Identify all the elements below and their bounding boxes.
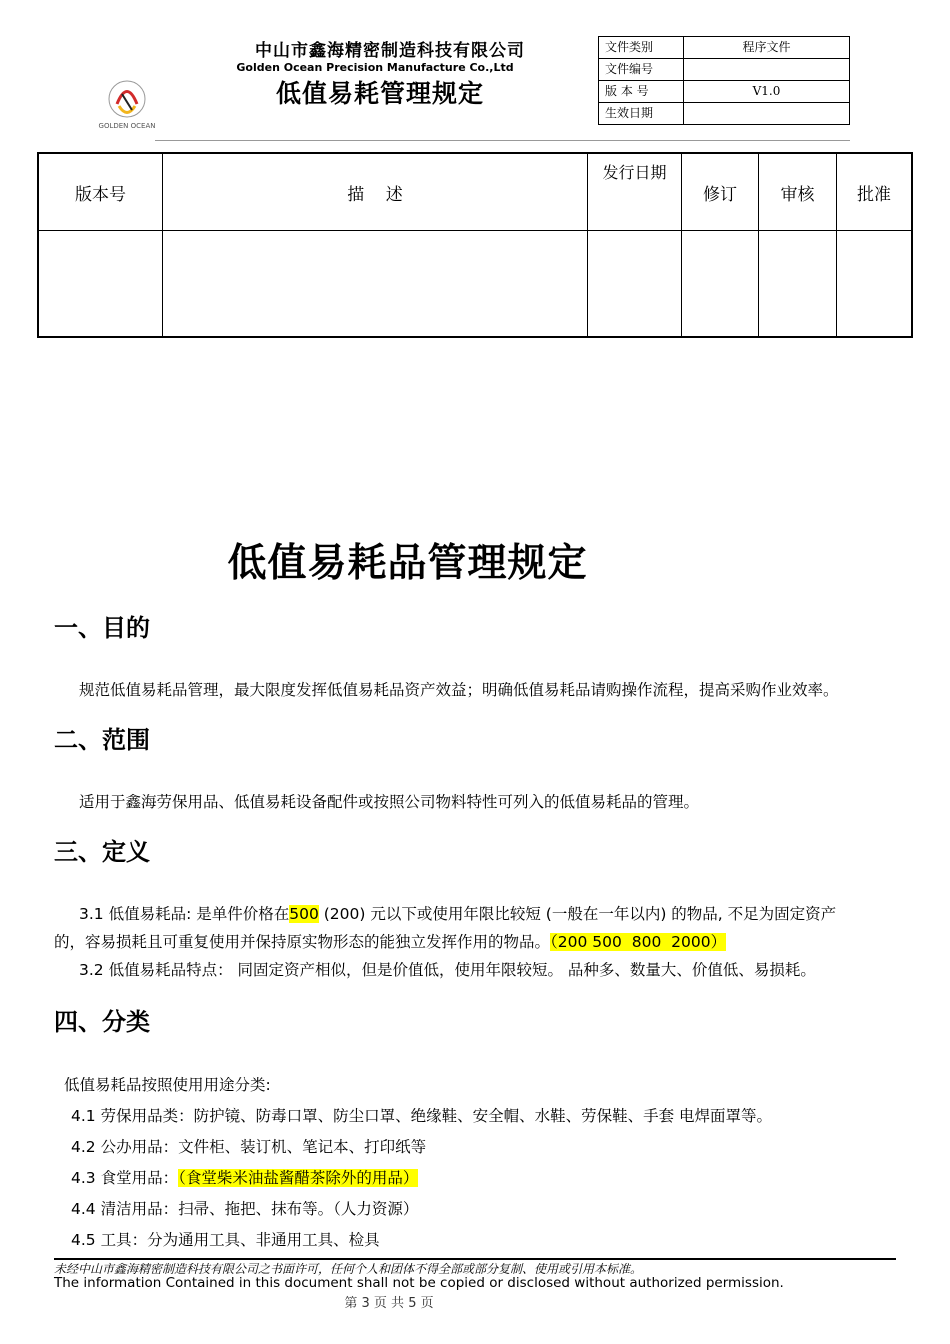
header-divider bbox=[155, 140, 850, 141]
cell-empty bbox=[682, 231, 759, 338]
highlight-price-options: （200 500 800 2000） bbox=[550, 933, 727, 951]
col-release-date: 发行日期 bbox=[588, 153, 682, 231]
text-span: 3.1 低值易耗品: 是单件价格在 bbox=[79, 905, 290, 923]
cell-empty bbox=[38, 231, 163, 338]
footer-notice-en: The information Contained in this document shall not be copied or disclosed without authorized permission. bbox=[54, 1275, 784, 1291]
classification-list bbox=[64, 1070, 909, 1256]
cell-empty bbox=[163, 231, 588, 338]
meta-value bbox=[684, 59, 850, 81]
text-span: 4.3 食堂用品： bbox=[71, 1169, 179, 1187]
section-text-scope: 适用于鑫海劳保用品、低值易耗设备配件或按照公司物料特性可列入的低值易耗品的管理。 bbox=[79, 793, 700, 811]
logo-text: GOLDEN OCEAN bbox=[98, 122, 156, 130]
section-heading-definition: 三、定义 bbox=[54, 838, 150, 866]
text-span: (200) 元以下或使用年限比较短 (一般在一年以内) 的物品, 不足为固定资产 bbox=[318, 905, 837, 923]
cell-empty bbox=[759, 231, 837, 338]
classification-item: 4.1 劳保用品类：防护镜、防毒口罩、防尘口罩、绝缘鞋、安全帽、水鞋、劳保鞋、手套 电焊面罩等。 bbox=[71, 1107, 773, 1125]
col-review: 审核 bbox=[759, 153, 837, 231]
document-title: 低值易耗品管理规定 bbox=[227, 541, 588, 586]
cell-empty bbox=[837, 231, 913, 338]
section-text-purpose: 规范低值易耗品管理，最大限度发挥低值易耗品资产效益；明确低值易耗品请购操作流程，提高采购作业效率。 bbox=[79, 681, 839, 699]
col-revise: 修订 bbox=[682, 153, 759, 231]
classification-item: 4.4 清洁用品：扫帚、拖把、抹布等。（人力资源） bbox=[71, 1200, 419, 1218]
section-heading-purpose: 一、目的 bbox=[54, 614, 150, 642]
section-heading-scope: 二、范围 bbox=[54, 726, 150, 754]
classification-item: 4.5 工具：分为通用工具、非通用工具、检具 bbox=[71, 1231, 380, 1249]
highlight-canteen: （食堂柴米油盐酱醋茶除外的用品） bbox=[178, 1169, 419, 1187]
meta-row bbox=[599, 37, 850, 59]
text-span: 的，容易损耗且可重复使用并保持原实物形态的能独立发挥作用的物品。 bbox=[54, 933, 551, 951]
page-number: 第 3 页 共 5 页 bbox=[344, 1296, 434, 1311]
meta-value bbox=[684, 103, 850, 125]
col-description: 描 述 bbox=[163, 153, 588, 231]
cell-empty bbox=[588, 231, 682, 338]
definition-3-1 bbox=[54, 900, 899, 984]
definition-3-1-line2 bbox=[54, 928, 899, 956]
col-version: 版本号 bbox=[38, 153, 163, 231]
footer-notice-cn: 未经中山市鑫海精密制造科技有限公司之书面许可，任何个人和团体不得全部或部分复制、使用或引用本标准。 bbox=[54, 1262, 643, 1276]
meta-key: 文件类别 bbox=[599, 37, 684, 59]
meta-key: 版 本 号 bbox=[599, 81, 684, 103]
document-meta-table bbox=[598, 36, 850, 125]
company-name-en: Golden Ocean Precision Manufacture Co.,Ltd bbox=[236, 61, 514, 74]
meta-value: 程序文件 bbox=[684, 37, 850, 59]
meta-key: 文件编号 bbox=[599, 59, 684, 81]
revision-empty-row bbox=[38, 231, 912, 338]
classification-item bbox=[64, 1163, 909, 1194]
definition-3-2: 3.2 低值易耗品特点： 同固定资产相似，但是价值低，使用年限较短。 品种多、数量大、价值低、易损耗。 bbox=[79, 961, 816, 979]
meta-row bbox=[599, 81, 850, 103]
section-heading-classification: 四、分类 bbox=[54, 1008, 150, 1036]
header-title: 低值易耗管理规定 bbox=[275, 79, 484, 108]
col-approve: 批准 bbox=[837, 153, 913, 231]
highlight-price: 500 bbox=[289, 905, 319, 923]
meta-row bbox=[599, 103, 850, 125]
revision-header-row bbox=[38, 153, 912, 231]
meta-key: 生效日期 bbox=[599, 103, 684, 125]
company-name-cn: 中山市鑫海精密制造科技有限公司 bbox=[255, 41, 525, 61]
definition-3-1-line1 bbox=[54, 900, 899, 928]
meta-value: V1.0 bbox=[684, 81, 850, 103]
classification-intro: 低值易耗品按照使用用途分类: bbox=[64, 1076, 271, 1094]
classification-item: 4.2 公办用品：文件柜、装订机、笔记本、打印纸等 bbox=[71, 1138, 427, 1156]
revision-table bbox=[37, 152, 913, 338]
meta-row bbox=[599, 59, 850, 81]
